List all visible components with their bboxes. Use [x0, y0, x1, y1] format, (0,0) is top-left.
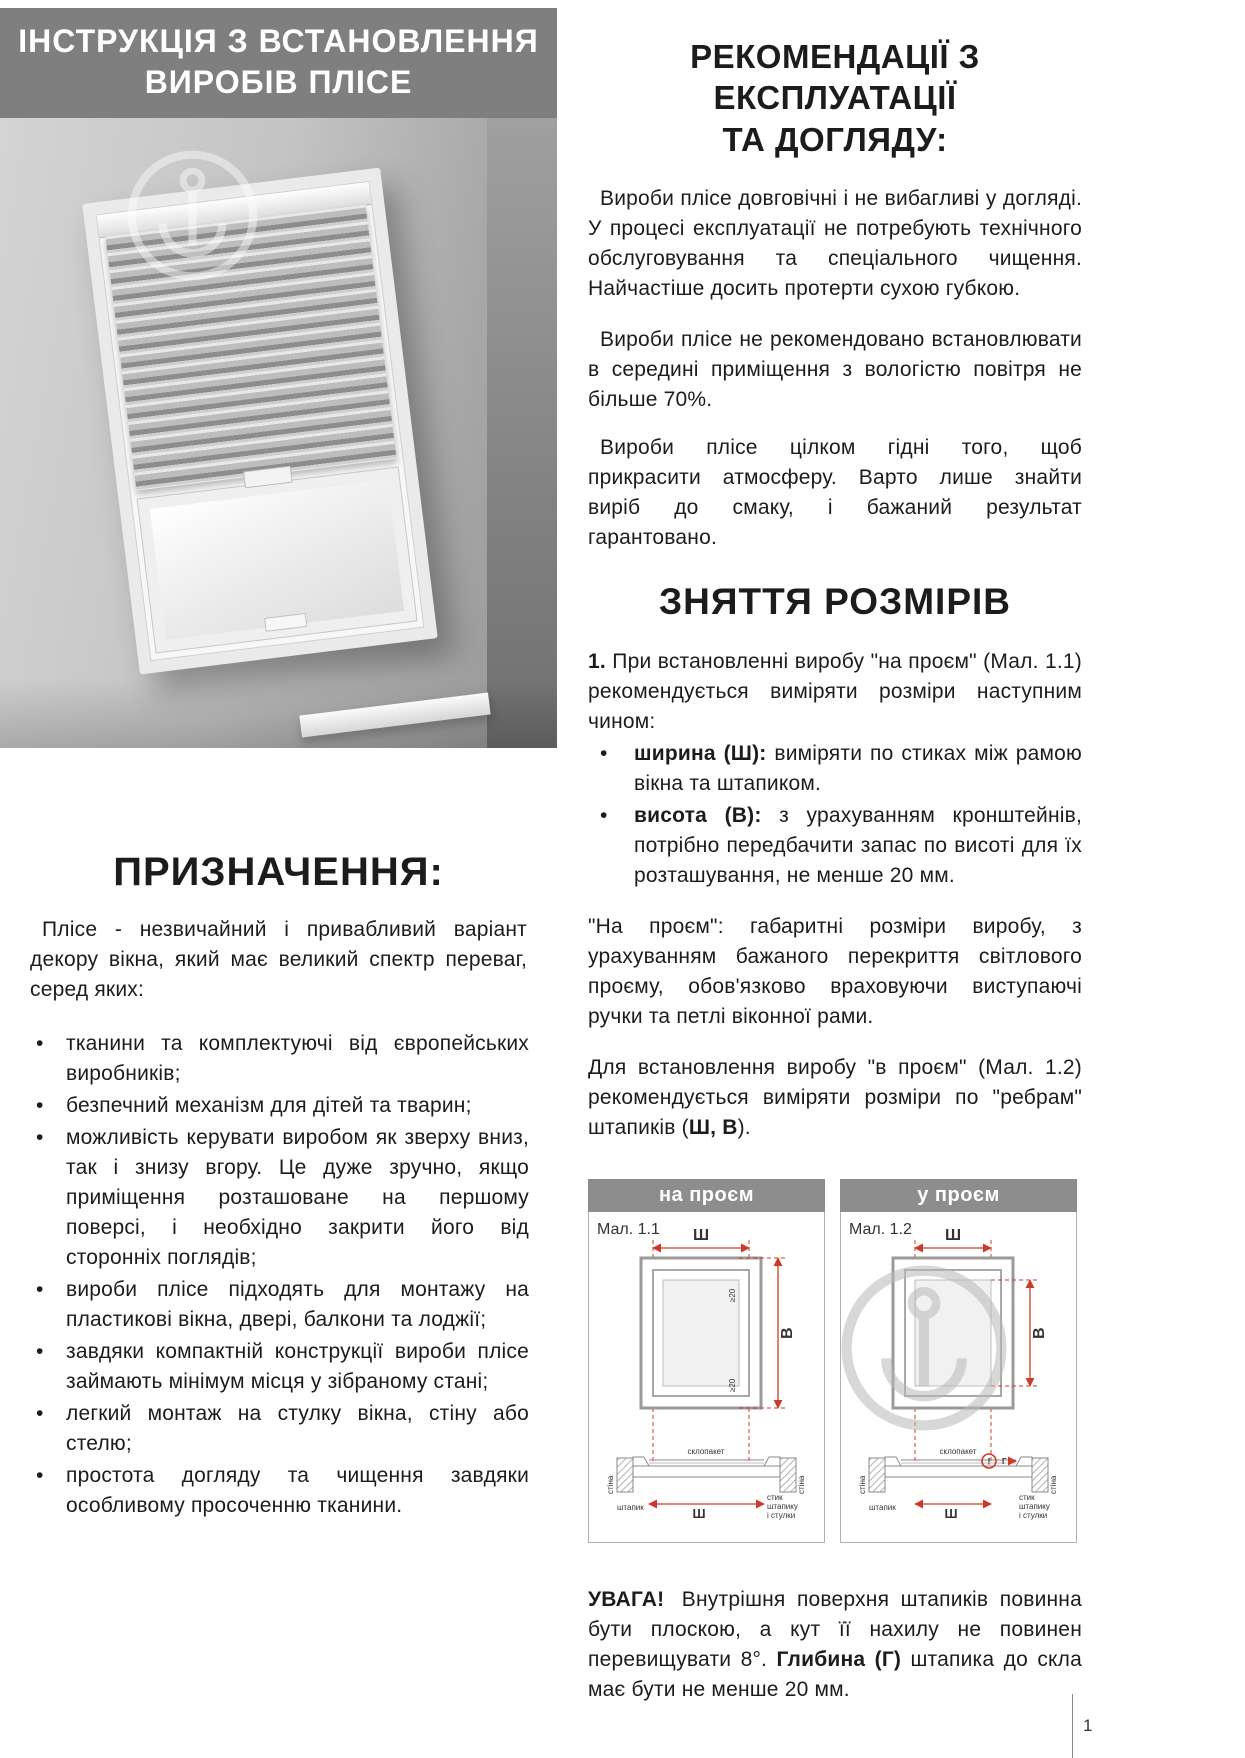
- glass-label: склопакет: [939, 1446, 977, 1456]
- joint-label: стик штапику і стулки: [1019, 1492, 1050, 1520]
- step-number: 1.: [588, 649, 606, 673]
- warning-paragraph: [588, 1585, 1082, 1705]
- width-term: ширина (Ш):: [634, 741, 767, 765]
- figure-1-2: [841, 1212, 1076, 1540]
- width-desc: виміряти по стиках між рамою вікна та штапиком.: [634, 741, 1082, 795]
- width-dim-label: Ш: [944, 1226, 962, 1244]
- wall-section-right: [780, 1458, 796, 1492]
- diagram-u-proem: [840, 1179, 1077, 1543]
- purpose-bullet: • можливість керувати виробом як зверху вниз, так і знизу вгору. Це дуже зручно, якщо приміщення розташоване на першому поверсі, і необхідно закрити його від сторонніх поглядів;: [24, 1123, 529, 1273]
- care-paragraph-1: Вироби плісе довговічні і не вибагливі у догляді. У процесі експлуатації не потребують технічного обслуговування та спеціального чищення. Найчастіше досить протерти сухою губкою.: [588, 186, 1082, 300]
- purpose-bullet: • простота догляду та чищення завдяки особливому просоченню тканини.: [24, 1461, 529, 1521]
- care-paragraph-3: Вироби плісе цілком гідні того, щоб прикрасити атмосферу. Варто лише знайти виріб до смаку, і бажаний результат гарантовано.: [588, 435, 1082, 549]
- diagram-header-u-proem: у проєм: [840, 1179, 1077, 1212]
- sash-handle: [264, 613, 307, 632]
- left-column: [0, 0, 557, 1523]
- wall-shadow: [487, 118, 557, 748]
- purpose-bullet: • тканини та комплектуючі від європейських виробників;: [24, 1029, 529, 1089]
- sizing-title: ЗНЯТТЯ РОЗМІРІВ: [658, 580, 1011, 622]
- depth-label: Г: [1002, 1456, 1007, 1466]
- shtapik-left: [633, 1457, 649, 1466]
- warning-bold: Глибина (Г): [776, 1647, 902, 1671]
- purpose-bullet: • завдяки компактній конструкції вироби плісе займають мінімум місця у зібраному стані;: [24, 1337, 529, 1397]
- frame-section: [885, 1466, 1032, 1477]
- section-width-label: Ш: [944, 1505, 958, 1521]
- na-proem-paragraph: "На проєм": габаритні розміри виробу, з урахуванням бажаного перекриття світлового проєму, обов'язково враховуючи виступаючі ручки та петлі віконної рами.: [588, 914, 1082, 1028]
- diagram-body-na-proem: [588, 1212, 825, 1543]
- right-column: [588, 36, 1082, 1726]
- warning-label: УВАГА!: [588, 1587, 665, 1611]
- purpose-list: [24, 1029, 529, 1521]
- step-text: При встановленні виробу "на проєм" (Мал. 1.1) рекомендується виміряти розміри наступним чином:: [588, 649, 1082, 733]
- care-title: [588, 36, 1082, 160]
- wall-label-right: стіна: [1049, 1475, 1058, 1494]
- gte20-top-label: ≥20: [728, 1288, 737, 1302]
- shtapik-label: штапик: [869, 1502, 896, 1512]
- v-proem-close: ).: [737, 1115, 751, 1139]
- purpose-bullet: • безпечний механізм для дітей та тварин;: [24, 1091, 529, 1121]
- wall-section-left: [869, 1458, 885, 1492]
- figure-1-1: [589, 1212, 824, 1540]
- width-dim-label: Ш: [692, 1226, 710, 1244]
- joint-label: стик штапику і стулки: [767, 1492, 798, 1520]
- measure-bullet-height: [588, 801, 1082, 891]
- height-dim-label: В: [1031, 1327, 1048, 1339]
- purpose-bullet: • легкий монтаж на стулку вікна, стіну або стелю;: [24, 1399, 529, 1459]
- shtapik-right: [764, 1457, 780, 1466]
- warning-text-1: Внутрішня поверхня штапиків повинна бути плоскою, а кут її нахилу не повинен перевищувати 8°.: [588, 1587, 1082, 1671]
- page-number: [1072, 1694, 1092, 1758]
- height-term: висота (В):: [634, 803, 762, 827]
- page-number-value: 1: [1083, 1716, 1093, 1735]
- care-title-line-2: ТА ДОГЛЯДУ:: [722, 120, 948, 158]
- diagram-body-u-proem: [840, 1212, 1077, 1543]
- wall-section-right: [1032, 1458, 1048, 1492]
- shtapik-left: [885, 1457, 901, 1466]
- window-frame: [96, 181, 425, 661]
- glass-label: склопакет: [687, 1446, 725, 1456]
- title-banner: [0, 8, 557, 118]
- wall-label-left: стіна: [606, 1475, 615, 1494]
- purpose-bullet: • вироби плісе підходять для монтажу на пластикові вікна, двері, балкони та лоджії;: [24, 1275, 529, 1335]
- product-photo: [0, 118, 557, 748]
- shtapik-label: штапик: [617, 1502, 644, 1512]
- measure-bullet-width: [588, 739, 1082, 799]
- sizing-step-1: [588, 647, 1082, 737]
- wall-section-left: [617, 1458, 633, 1492]
- wall-label-left: стіна: [858, 1475, 867, 1494]
- v-proem-text: Для встановлення виробу "в проєм" (Мал. 1.2) рекомендується виміряти розміри по "ребрам" штапиків (: [588, 1055, 1082, 1139]
- shtapik-right: [1016, 1457, 1032, 1466]
- v-proem-bold: Ш, В: [688, 1115, 738, 1139]
- gte20-bottom-label: ≥20: [728, 1378, 737, 1392]
- height-desc: з урахуванням кронштейнів, потрібно передбачити запас по висоті для їх розташування, не менше 20 мм.: [634, 803, 1082, 887]
- figure-label: Мал. 1.1: [597, 1220, 660, 1238]
- purpose-title: ПРИЗНАЧЕННЯ:: [113, 849, 444, 894]
- purpose-intro: Плісе - незвичайний і привабливий варіант декору вікна, який має великий спектр переваг, серед яких:: [30, 917, 527, 1001]
- section-width-label: Ш: [692, 1505, 706, 1521]
- care-paragraph-2: Вироби плісе не рекомендовано встановлювати в середині приміщення з вологістю повітря не більше 70%.: [588, 327, 1082, 411]
- banner-line-2: ВИРОБІВ ПЛІСЕ: [144, 63, 413, 100]
- warning-text-2: штапика до скла має бути не менше 20 мм.: [588, 1647, 1083, 1701]
- height-dim-label: В: [779, 1327, 796, 1339]
- v-proem-paragraph: [588, 1053, 1082, 1143]
- exclamation-icon: !: [987, 1456, 991, 1467]
- pleated-blind: [105, 204, 396, 490]
- banner-line-1: ІНСТРУКЦІЯ З ВСТАНОВЛЕННЯ: [18, 23, 539, 59]
- diagram-row: [588, 1179, 1082, 1543]
- wall-label-right: стіна: [797, 1475, 806, 1494]
- diagram-na-proem: [588, 1179, 825, 1543]
- figure-label: Мал. 1.2: [849, 1220, 912, 1238]
- care-title-line-1: РЕКОМЕНДАЦІЇ З ЕКСПЛУАТАЦІЇ: [690, 38, 980, 117]
- frame-section: [633, 1466, 780, 1477]
- diagram-header-na-proem: на проєм: [588, 1179, 825, 1212]
- window-illustration: [82, 167, 438, 674]
- window-glass: [138, 467, 417, 652]
- measure-list: [588, 739, 1082, 891]
